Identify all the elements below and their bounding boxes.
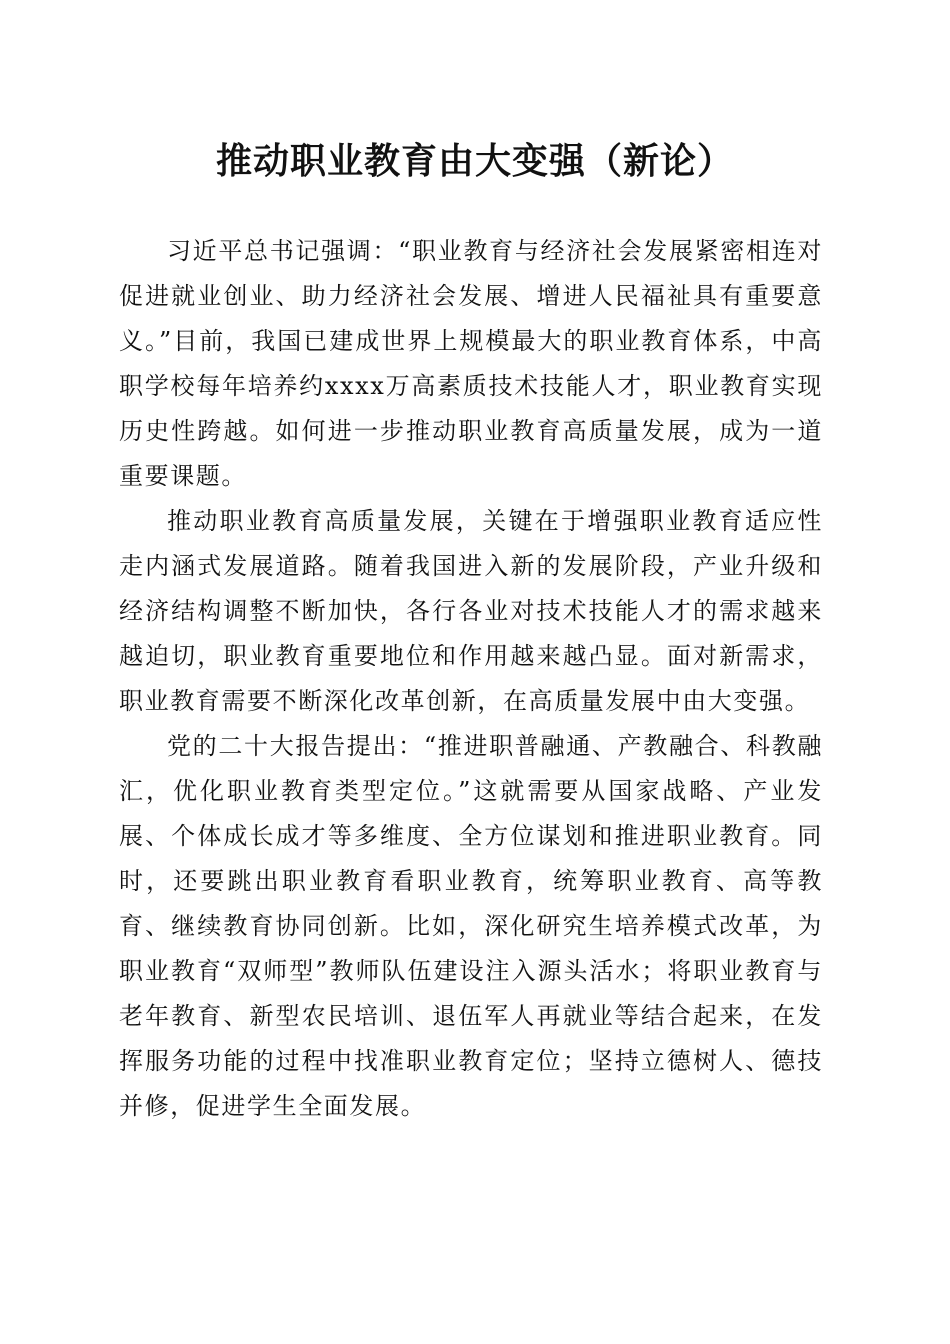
document-title: 推动职业教育由大变强（新论）: [215, 140, 734, 182]
paragraph-1: 习近平总书记强调：“职业教育与经济社会发展紧密相连对促进就业创业、助力经济社会发展、增进人民福祉具有重要意义。”目前，我国已建成世界上规模最大的职业教育体系，中高职学校每年培养约xxxx万高素质技术技能人才，职业教育实现历史性跨越。如何进一步推动职业教育高质量发展，成为一道重要课题。: [119, 237, 823, 490]
document-body: [119, 229, 823, 1129]
paragraph-3: 党的二十大报告提出：“推进职普融通、产教融合、科教融汇，优化职业教育类型定位。”这就需要从国家战略、产业发展、个体成长成才等多维度、全方位谋划和推进职业教育。同时，还要跳出职业教育看职业教育，统筹职业教育、高等教育、继续教育协同创新。比如，深化研究生培养模式改革，为职业教育“双师型”教师队伍建设注入源头活水；将职业教育与老年教育、新型农民培训、退伍军人再就业等结合起来，在发挥服务功能的过程中找准职业教育定位；坚持立德树人、德技并修，促进学生全面发展。: [119, 732, 823, 1120]
paragraph-2: 推动职业教育高质量发展，关键在于增强职业教育适应性走内涵式发展道路。随着我国进入新的发展阶段，产业升级和经济结构调整不断加快，各行各业对技术技能人才的需求越来越迫切，职业教育重要地位和作用越来越凸显。面对新需求，职业教育需要不断深化改革创新，在高质量发展中由大变强。: [119, 507, 823, 715]
